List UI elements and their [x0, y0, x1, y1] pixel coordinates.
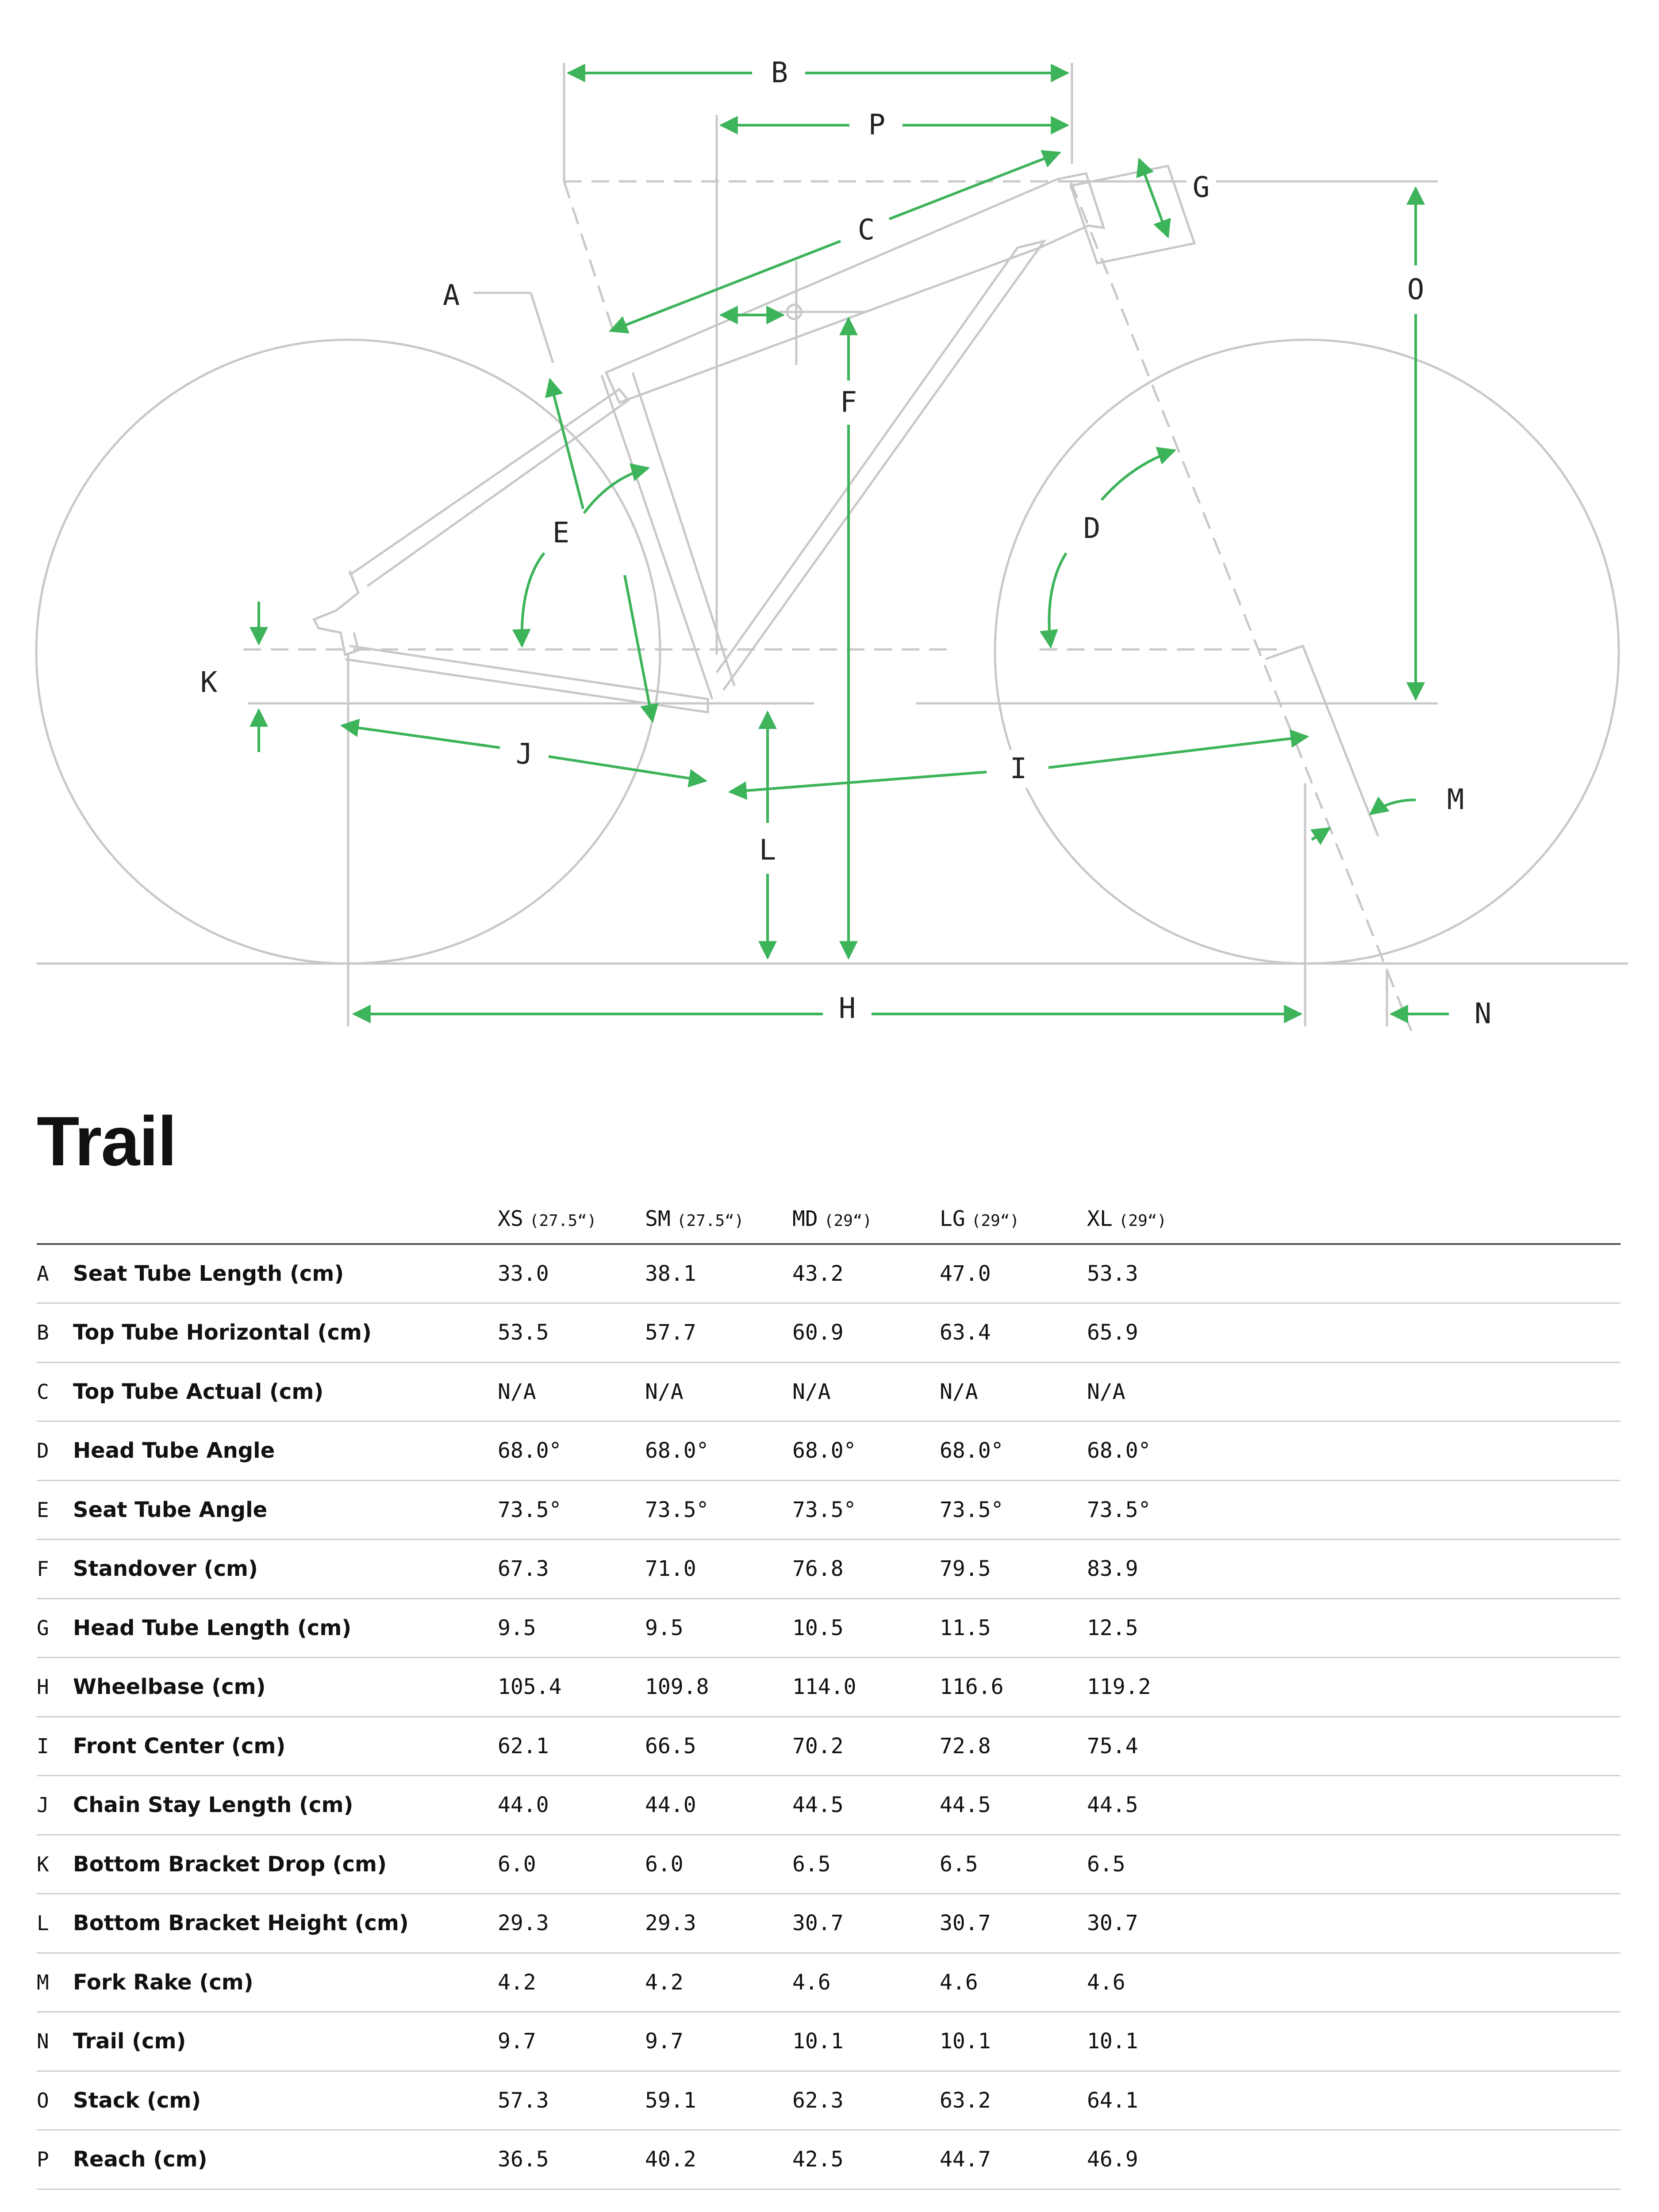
- cell-md: 60.9: [792, 1320, 844, 1345]
- row-fill: [1234, 1717, 1621, 1776]
- wheel-size: (29“): [971, 1212, 1020, 1230]
- label-c: C: [857, 214, 875, 246]
- cell-xl: 68.0°: [1087, 1438, 1151, 1463]
- row-letter: B: [37, 1321, 49, 1345]
- label-f: F: [840, 386, 857, 419]
- cell-xl: 75.4: [1087, 1733, 1138, 1759]
- size-name: XL: [1087, 1206, 1113, 1231]
- cell-md: 68.0°: [792, 1438, 856, 1463]
- cell-xs: 33.0: [498, 1261, 549, 1286]
- geometry-table: [37, 1194, 1621, 2190]
- row-letter: O: [37, 2088, 49, 2112]
- wheel-size: (29“): [824, 1212, 872, 1230]
- cell-xl: 73.5°: [1087, 1497, 1151, 1522]
- cell-xs: 36.5: [498, 2147, 549, 2172]
- cell-lg: 79.5: [940, 1556, 991, 1582]
- cell-xs: 44.0: [498, 1793, 549, 1818]
- row-letter: C: [37, 1379, 49, 1404]
- label-m: M: [1447, 783, 1464, 816]
- cell-sm: 66.5: [645, 1733, 696, 1759]
- table-row: [37, 1658, 1621, 1717]
- label-i: I: [1010, 753, 1027, 785]
- table-row: [37, 1894, 1621, 1953]
- row-label: Trail (cm): [73, 2029, 186, 2054]
- table-row: [37, 2012, 1621, 2071]
- cell-sm: 59.1: [645, 2088, 696, 2113]
- row-label: Stack (cm): [73, 2088, 201, 2113]
- cell-lg: N/A: [940, 1379, 978, 1404]
- cell-lg: 44.5: [940, 1793, 991, 1818]
- cell-lg: 72.8: [940, 1733, 991, 1759]
- cell-xs: 68.0°: [498, 1438, 562, 1463]
- cell-sm: 9.7: [645, 2029, 684, 2054]
- table-row: [37, 1362, 1621, 1421]
- cell-xs: 57.3: [498, 2088, 549, 2113]
- cell-xl: 30.7: [1087, 1911, 1138, 1936]
- header-letter-spacer: [37, 1194, 73, 1244]
- row-label: Bottom Bracket Drop (cm): [73, 1851, 387, 1877]
- header-fill: [1234, 1194, 1621, 1244]
- cell-md: 70.2: [792, 1733, 844, 1759]
- cell-xl: 53.3: [1087, 1261, 1138, 1286]
- cell-lg: 4.6: [940, 1970, 978, 1995]
- cell-sm: 6.0: [645, 1851, 684, 1877]
- label-h: H: [838, 992, 856, 1025]
- label-d: D: [1083, 512, 1101, 545]
- cell-md: 114.0: [792, 1674, 856, 1700]
- row-fill: [1234, 1540, 1621, 1599]
- cell-lg: 63.2: [940, 2088, 991, 2113]
- cell-sm: 9.5: [645, 1615, 684, 1640]
- header-size-lg: [940, 1194, 1087, 1244]
- cell-sm: N/A: [645, 1379, 684, 1404]
- table-row: [37, 1776, 1621, 1835]
- row-label: Top Tube Actual (cm): [73, 1379, 324, 1404]
- row-fill: [1234, 1598, 1621, 1658]
- row-fill: [1234, 1480, 1621, 1540]
- cell-xs: 9.5: [498, 1615, 536, 1640]
- row-fill: [1234, 1658, 1621, 1717]
- cell-xl: 10.1: [1087, 2029, 1138, 2054]
- cell-sm: 73.5°: [645, 1497, 709, 1522]
- cell-xs: 67.3: [498, 1556, 549, 1582]
- cell-xl: 4.6: [1087, 1970, 1125, 1995]
- table-row: [37, 2071, 1621, 2130]
- cell-sm: 40.2: [645, 2147, 696, 2172]
- table-row: [37, 1953, 1621, 2012]
- row-fill: [1234, 1362, 1621, 1421]
- label-o: O: [1407, 273, 1425, 306]
- row-letter: E: [37, 1498, 49, 1522]
- row-letter: D: [37, 1439, 49, 1463]
- cell-xs: 53.5: [498, 1320, 549, 1345]
- header-size-xl: [1087, 1194, 1234, 1244]
- cell-lg: 68.0°: [940, 1438, 1004, 1463]
- cell-xl: 12.5: [1087, 1615, 1138, 1640]
- row-letter: I: [37, 1734, 49, 1758]
- cell-xs: 29.3: [498, 1911, 549, 1936]
- row-fill: [1234, 1244, 1621, 1303]
- cell-sm: 68.0°: [645, 1438, 709, 1463]
- cell-md: 62.3: [792, 2088, 844, 2113]
- row-label: Seat Tube Angle: [73, 1497, 268, 1522]
- cell-md: 42.5: [792, 2147, 844, 2172]
- cell-sm: 109.8: [645, 1674, 709, 1700]
- header-label-spacer: [73, 1194, 498, 1244]
- cell-xl: 44.5: [1087, 1793, 1138, 1818]
- cell-xs: 105.4: [498, 1674, 562, 1700]
- cell-xl: 119.2: [1087, 1674, 1151, 1700]
- cell-xl: 46.9: [1087, 2147, 1138, 2172]
- cell-sm: 44.0: [645, 1793, 696, 1818]
- row-label: Head Tube Angle: [73, 1438, 275, 1463]
- cell-lg: 47.0: [940, 1261, 991, 1286]
- header-size-md: [792, 1194, 940, 1244]
- size-name: SM: [645, 1206, 671, 1231]
- label-n: N: [1474, 998, 1492, 1030]
- row-label: Top Tube Horizontal (cm): [73, 1320, 372, 1345]
- row-label: Front Center (cm): [73, 1733, 286, 1759]
- cell-lg: 73.5°: [940, 1497, 1004, 1522]
- cell-lg: 116.6: [940, 1674, 1004, 1700]
- table-row: [37, 1835, 1621, 1894]
- cell-sm: 57.7: [645, 1320, 696, 1345]
- label-j: J: [515, 738, 533, 771]
- cell-sm: 29.3: [645, 1911, 696, 1936]
- label-e: E: [552, 517, 570, 549]
- size-name: LG: [940, 1206, 965, 1231]
- cell-xs: 6.0: [498, 1851, 536, 1877]
- label-a: A: [442, 279, 460, 312]
- size-name: MD: [792, 1206, 818, 1231]
- row-fill: [1234, 1776, 1621, 1835]
- row-fill: [1234, 1303, 1621, 1363]
- row-fill: [1234, 2071, 1621, 2130]
- row-fill: [1234, 1421, 1621, 1481]
- cell-md: 44.5: [792, 1793, 844, 1818]
- row-label: Reach (cm): [73, 2147, 207, 2172]
- wheel-size: (29“): [1118, 1212, 1167, 1230]
- cell-xs: 73.5°: [498, 1497, 562, 1522]
- row-label: Head Tube Length (cm): [73, 1615, 352, 1640]
- cell-lg: 30.7: [940, 1911, 991, 1936]
- wheel-size: (27.5“): [529, 1212, 597, 1230]
- row-fill: [1234, 1953, 1621, 2012]
- row-letter: G: [37, 1616, 49, 1640]
- row-letter: K: [37, 1852, 49, 1876]
- cell-md: 4.6: [792, 1970, 831, 1995]
- cell-md: 10.1: [792, 2029, 844, 2054]
- header-size-xs: [498, 1194, 645, 1244]
- cell-xl: N/A: [1087, 1379, 1125, 1404]
- row-letter: N: [37, 2029, 49, 2054]
- row-fill: [1234, 1835, 1621, 1894]
- row-label: Seat Tube Length (cm): [73, 1261, 344, 1286]
- table-row: [37, 1421, 1621, 1481]
- header-size-sm: [645, 1194, 792, 1244]
- cell-sm: 71.0: [645, 1556, 696, 1582]
- cell-xl: 65.9: [1087, 1320, 1138, 1345]
- cell-xl: 64.1: [1087, 2088, 1138, 2113]
- row-letter: L: [37, 1911, 49, 1936]
- cell-sm: 4.2: [645, 1970, 684, 1995]
- cell-md: 43.2: [792, 1261, 844, 1286]
- row-letter: M: [37, 1970, 49, 1994]
- cell-md: 73.5°: [792, 1497, 856, 1522]
- table-row: [37, 2130, 1621, 2189]
- cell-md: 76.8: [792, 1556, 844, 1582]
- size-name: XS: [498, 1206, 523, 1231]
- cell-lg: 11.5: [940, 1615, 991, 1640]
- label-k: K: [200, 666, 218, 699]
- cell-xs: 62.1: [498, 1733, 549, 1759]
- row-label: Chain Stay Length (cm): [73, 1793, 353, 1818]
- table-header-row: [37, 1194, 1621, 1244]
- table-row: [37, 1717, 1621, 1776]
- page-title: Trail: [37, 1102, 176, 1180]
- row-label: Wheelbase (cm): [73, 1674, 266, 1700]
- row-fill: [1234, 2130, 1621, 2189]
- row-fill: [1234, 1894, 1621, 1953]
- cell-xs: N/A: [498, 1379, 536, 1404]
- front-wheel: [995, 340, 1619, 964]
- cell-lg: 6.5: [940, 1851, 978, 1877]
- bike-frame: [314, 166, 1378, 836]
- table-row: [37, 1540, 1621, 1599]
- cell-lg: 63.4: [940, 1320, 991, 1345]
- cell-md: N/A: [792, 1379, 831, 1404]
- cell-xs: 9.7: [498, 2029, 536, 2054]
- row-fill: [1234, 2012, 1621, 2071]
- label-b: B: [771, 57, 788, 89]
- row-label: Bottom Bracket Height (cm): [73, 1911, 409, 1936]
- cell-xl: 83.9: [1087, 1556, 1138, 1582]
- geometry-diagram: [0, 0, 1659, 1062]
- table-row: [37, 1598, 1621, 1658]
- row-letter: F: [37, 1557, 49, 1581]
- cell-lg: 44.7: [940, 2147, 991, 2172]
- dimension-labels: [194, 54, 1498, 1033]
- cell-lg: 10.1: [940, 2029, 991, 2054]
- cell-sm: 38.1: [645, 1261, 696, 1286]
- row-label: Fork Rake (cm): [73, 1970, 253, 1995]
- label-l: L: [759, 834, 776, 867]
- cell-md: 6.5: [792, 1851, 831, 1877]
- wheel-size: (27.5“): [676, 1212, 744, 1230]
- label-p: P: [868, 109, 886, 142]
- cell-md: 30.7: [792, 1911, 844, 1936]
- label-g: G: [1192, 171, 1210, 204]
- table-row: [37, 1303, 1621, 1363]
- cell-md: 10.5: [792, 1615, 844, 1640]
- cell-xs: 4.2: [498, 1970, 536, 1995]
- table-row: [37, 1244, 1621, 1303]
- row-letter: H: [37, 1675, 49, 1699]
- row-letter: P: [37, 2147, 49, 2172]
- row-label: Standover (cm): [73, 1556, 258, 1582]
- row-letter: A: [37, 1262, 49, 1286]
- row-letter: J: [37, 1793, 49, 1817]
- cell-xl: 6.5: [1087, 1851, 1125, 1877]
- table-row: [37, 1480, 1621, 1540]
